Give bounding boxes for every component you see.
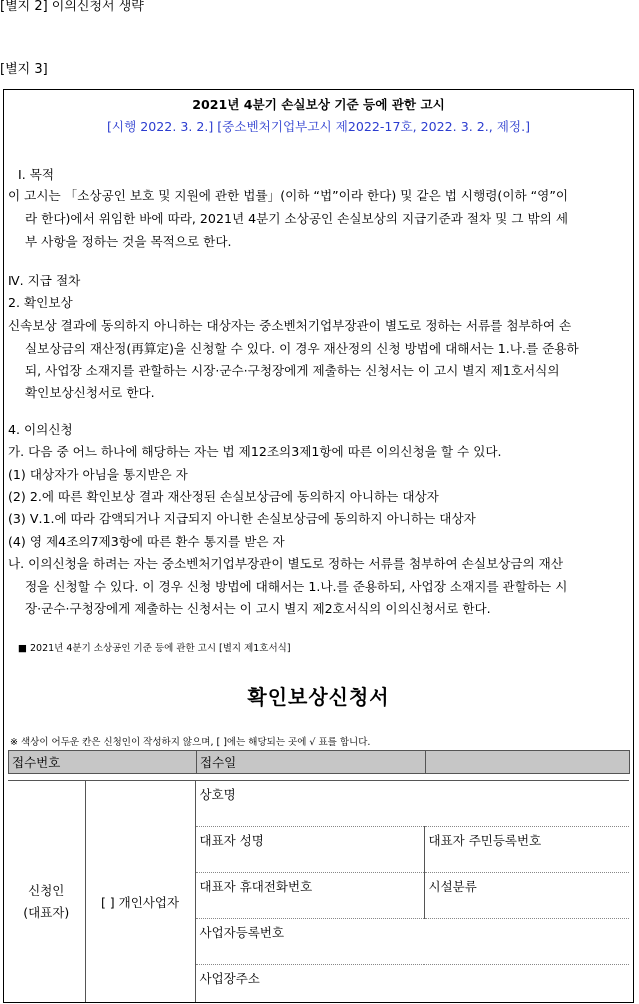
applicant-label-cell: [8, 781, 85, 1004]
section-4-4-line: (1) 대상자가 아님을 통지받은 자: [8, 467, 188, 482]
rep-phone-field[interactable]: [195, 873, 424, 919]
company-name-label: 상호명: [199, 787, 236, 802]
section-4-heading: Ⅳ. 지급 절차: [8, 273, 81, 288]
rep-rrn-label: 대표자 주민등록번호: [428, 833, 542, 848]
biz-reg-no-field[interactable]: [195, 919, 629, 965]
form-header-table: [8, 750, 630, 774]
form-caption: ■ 2021년 4분기 소상공인 기준 등에 관한 고시 [별지 제1호서식]: [18, 643, 291, 654]
facility-type-label: 시설분류: [428, 879, 477, 894]
form-note: ※ 색상이 어두운 칸은 신청인이 작성하지 않으며, [ ]에는 해당되는 곳에 √ 표를 합니다.: [10, 737, 371, 748]
section-4-2-line: 신속보상 결과에 동의하지 아니하는 대상자는 중소벤처기업부장관이 별도로 정하는 서류를 첨부하여 손: [8, 318, 572, 333]
section-1-line: 부 사항을 정하는 것을 목적으로 한다.: [25, 234, 232, 249]
section-4-2-line: 확인보상신청서로 한다.: [25, 385, 155, 400]
receipt-date-label: 접수일: [200, 755, 237, 770]
section-1-line: 라 한다)에서 위임한 바에 따라, 2021년 4분기 소상공인 손실보상의 지급기준과 절차 및 그 밖의 세: [25, 211, 568, 226]
receipt-date-cell: [197, 751, 426, 774]
rep-name-field[interactable]: [195, 827, 424, 873]
section-4-2-heading: 2. 확인보상: [8, 295, 73, 310]
receipt-blank-cell: [426, 751, 630, 774]
facility-type-field[interactable]: [424, 873, 629, 919]
form-title: 확인보상신청서: [247, 685, 390, 709]
section-4-4-line: 장·군수·구청장에게 제출하는 신청서는 이 고시 별지 제2호서식의 이의신청서로 한다.: [25, 601, 491, 616]
section-4-4-line: (3) Ⅴ.1.에 따라 감액되거나 지급되지 아니한 손실보상금에 동의하지 아니하는 대상자: [8, 511, 476, 526]
section-4-4-line: 가. 다음 중 어느 하나에 해당하는 자는 법 제12조의3제1항에 따른 이의신청을 할 수 있다.: [8, 444, 502, 459]
section-1-line: 이 고시는 「소상공인 보호 및 지원에 관한 법률」(이하 “법”이라 한다) 및 같은 법 시행령(이하 “영”이: [8, 188, 569, 203]
company-name-field[interactable]: [195, 781, 629, 827]
section-4-4-heading: 4. 이의신청: [8, 422, 73, 437]
section-4-2-line: 되, 사업장 소재지를 관할하는 시장·군수·구청장에게 제출하는 신청서는 이 고시 별지 제1호서식의: [25, 363, 560, 378]
section-4-4-line: 나. 이의신청을 하려는 자는 중소벤처기업부장관이 별도로 정하는 서류를 첨부하여 손실보상금의 재산: [8, 556, 563, 571]
section-4-2-line: 실보상금의 재산정(再算定)을 신청할 수 있다. 이 경우 재산정의 신청 방법에 대해서는 1.나.를 준용하: [25, 341, 579, 356]
biz-reg-no-label: 사업자등록번호: [199, 925, 285, 940]
byeolji-2-label: [별지 2] 이의신청서 생략: [0, 0, 144, 14]
section-1-heading: Ⅰ. 목적: [18, 167, 55, 182]
section-4-4-line: (4) 영 제4조의7제3항에 따른 환수 통지를 받은 자: [8, 534, 285, 549]
receipt-number-cell: [9, 751, 197, 774]
biz-address-field[interactable]: [195, 965, 629, 1004]
applicant-table: [8, 780, 629, 1003]
business-type-cell[interactable]: [85, 781, 195, 1004]
notice-subtitle: [시행 2022. 3. 2.] [중소벤처기업부고시 제2022-17호, 2022. 3. 2., 제정.]: [107, 119, 530, 134]
notice-title: 2021년 4분기 손실보상 기준 등에 관한 고시: [192, 97, 445, 112]
biz-address-label: 사업장주소: [199, 971, 260, 986]
rep-name-label: 대표자 성명: [199, 833, 264, 848]
section-4-4-line: (2) 2.에 따른 확인보상 결과 재산정된 손실보상금에 동의하지 아니하는 대상자: [8, 489, 439, 504]
byeolji-3-label: [별지 3]: [0, 62, 48, 77]
section-4-4-line: 정을 신청할 수 있다. 이 경우 신청 방법에 대해서는 1.나.를 준용하되, 사업장 소재지를 관할하는 시: [25, 579, 568, 594]
applicant-label-rep: (대표자): [23, 905, 70, 920]
notice-document: [3, 89, 634, 1003]
individual-business-checkbox[interactable]: [ ] 개인사업자: [100, 895, 180, 910]
receipt-number-label: 접수번호: [12, 755, 61, 770]
rep-phone-label: 대표자 휴대전화번호: [199, 879, 313, 894]
applicant-label: 신청인: [28, 883, 65, 898]
rep-rrn-field[interactable]: [424, 827, 629, 873]
